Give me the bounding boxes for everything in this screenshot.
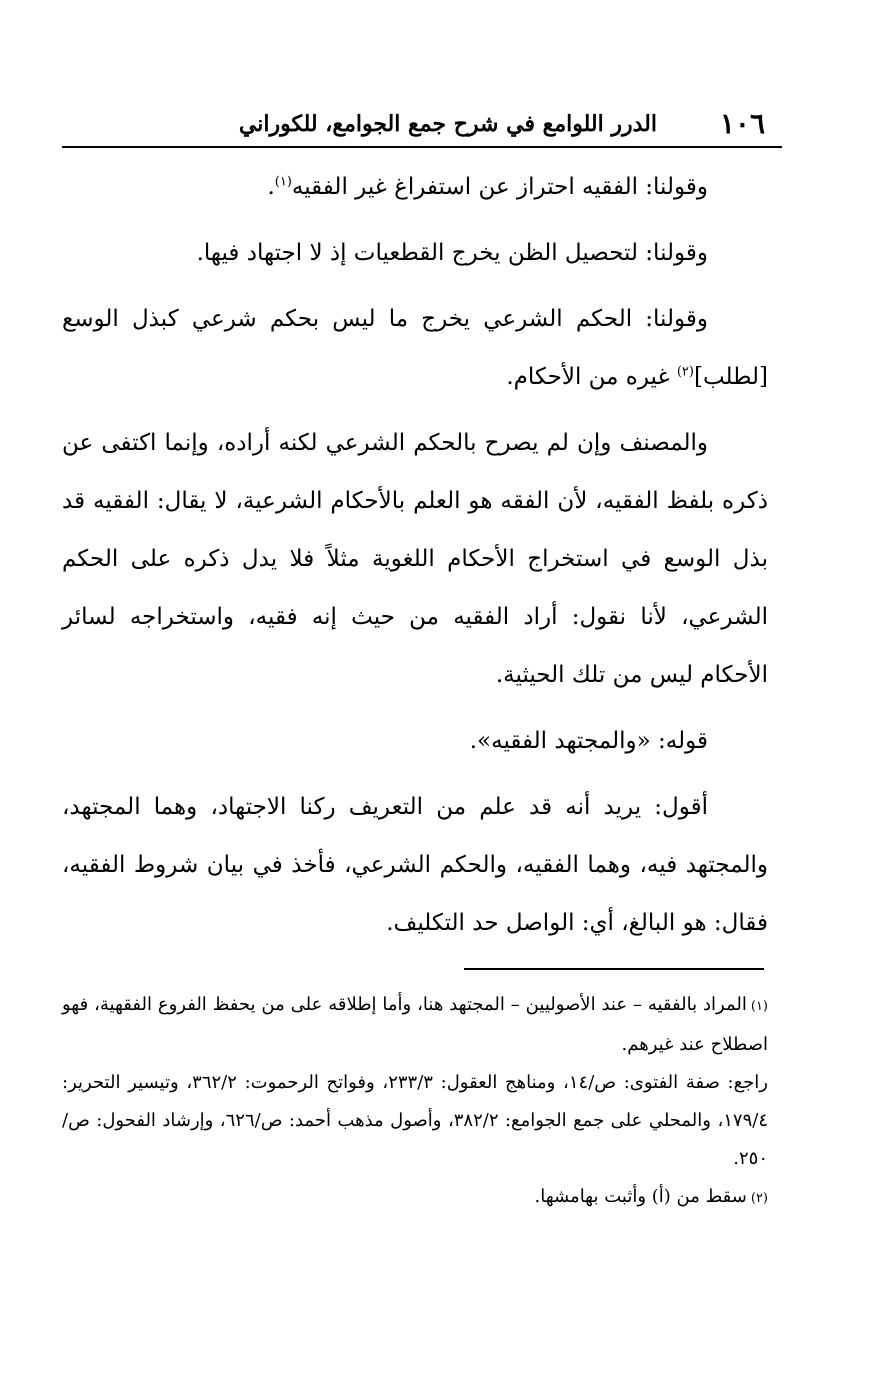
paragraph-3: وقولنا: الحكم الشرعي يخرج ما ليس بحكم شرعي كبذل الوسع [لطلب]$^{(٢)}$ غيره من الأحكام. (62, 306, 768, 390)
footnote-ref-1[interactable]: (١) (274, 174, 292, 190)
footnote-1-mark: (١) (750, 999, 768, 1014)
footnote-separator (464, 968, 764, 970)
footnotes (62, 986, 768, 1218)
footnote-ref-2[interactable]: (٢) (676, 364, 694, 380)
page-header (62, 104, 765, 144)
paragraph-4: والمصنف وإن لم يصرح بالحكم الشرعي لكنه أراده، وإنما اكتفى عن ذكره بلفظ الفقيه، لأن الفقه هو العلم بالأحكام الشرعية، لا يقال: الفقيه قد بذل الوسع في استخراج الأحكام اللغوية مثلاً فلا يدل ذكره على الحكم الشرعي، لأنا نقول: أراد الفقيه من حيث إنه فقيه، واستخراجه لسائر الأحكام ليس من تلك الحيثية. (62, 430, 768, 688)
paragraph-6: أقول: يريد أنه قد علم من التعريف ركنا الاجتهاد، وهما المجتهد، والمجتهد فيه، وهما الفقيه، والحكم الشرعي، فأخذ في بيان شروط الفقيه، فقال: هو البالغ، أي: الواصل حد التكليف. (62, 794, 768, 936)
paragraph-2: وقولنا: لتحصيل الظن يخرج القطعيات إذ لا اجتهاد فيها. (196, 240, 708, 266)
paragraph-5: قوله: «والمجتهد الفقيه». (469, 728, 708, 754)
header-rule (62, 146, 782, 148)
footnote-2: (٢)سقط من (أ) وأثبت بهامشها. (534, 1186, 768, 1207)
main-text (62, 158, 768, 952)
paragraph-1: وقولنا: الفقيه احتراز عن استفراغ غير الفقيه$^{(١)}$. (267, 174, 708, 200)
running-title: الدرر اللوامع في شرح جمع الجوامع، للكوراني (238, 111, 657, 137)
footnote-2-mark: (٢) (750, 1191, 768, 1206)
footnote-1-references: راجع: صفة الفتوى: ص/١٤، ومناهج العقول: ٢٣٣/٣، وفواتح الرحموت: ٣٦٢/٢، وتيسير التحرير: ١٧٩/٤، والمحلي على جمع الجوامع: ٣٨٢/٢، وأصول مذهب أحمد: ص/٦٢٦، وإرشاد الفحول: ص/٢٥٠. (62, 1072, 768, 1169)
page-number: ١٠٦ (719, 107, 765, 140)
footnote-1: (١)المراد بالفقيه – عند الأصوليين – المجتهد هنا، وأما إطلاقه على من يحفظ الفروع الفقهية، فهو اصطلاح عند غيرهم. (62, 994, 768, 1055)
